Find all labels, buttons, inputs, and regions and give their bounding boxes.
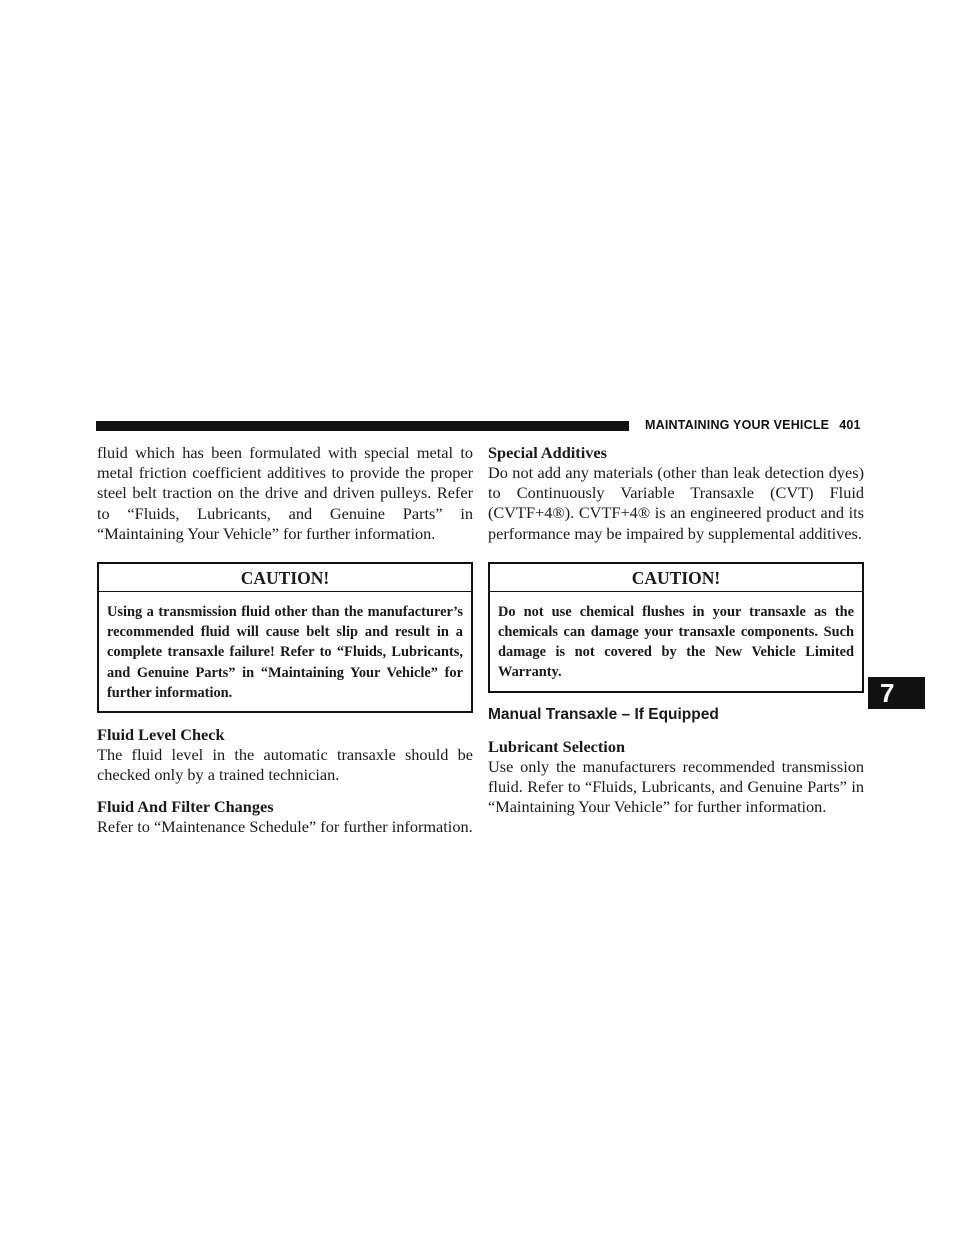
manual-transaxle-heading: Manual Transaxle – If Equipped	[488, 705, 719, 723]
right-column	[488, 443, 864, 817]
intro-paragraph: fluid which has been formulated with special metal to metal friction coefficient additives to provide the proper steel belt traction on the drive and driven pulleys. Refer to “Fluids, Lubricants, and Genuine Parts” in “Maintaining Your Vehicle” for further information.	[97, 443, 473, 543]
left-column	[97, 443, 473, 838]
caution-box-left	[97, 562, 473, 713]
lubricant-selection-heading: Lubricant Selection	[488, 736, 626, 756]
lubricant-selection-text: Use only the manufacturers recommended transmission fluid. Refer to “Fluids, Lubricants, and Genuine Parts” in “Maintaining Your Vehicle” for further information.	[488, 756, 864, 817]
page-number: 401	[839, 418, 861, 432]
caution-title: CAUTION!	[99, 564, 471, 592]
header-section-title: MAINTAINING YOUR VEHICLE	[645, 418, 830, 432]
running-header	[645, 418, 875, 432]
special-additives-text: Do not add any materials (other than leak detection dyes) to Continuously Variable Transaxle (CVT) Fluid (CVTF+4®). CVTF+4® is an engineered product and its performance may be impaired by supplemental additives.	[488, 463, 864, 543]
caution-text: Using a transmission fluid other than the manufacturer’s recommended fluid will cause belt slip and result in a complete transaxle failure! Refer to “Fluids, Lubricants, and Genuine Parts” in “Maintaining Your Vehicle” for further information.	[107, 604, 463, 701]
caution-box-right	[488, 562, 864, 693]
chapter-tab: 7	[868, 677, 925, 709]
header-rule	[96, 421, 629, 431]
fluid-level-check-heading: Fluid Level Check	[97, 725, 225, 745]
special-additives-heading: Special Additives	[488, 443, 607, 462]
fluid-filter-changes-heading: Fluid And Filter Changes	[97, 797, 274, 817]
fluid-filter-changes-text: Refer to “Maintenance Schedule” for further information.	[97, 817, 473, 837]
fluid-level-check-text: The fluid level in the automatic transaxle should be checked only by a trained technician.	[97, 745, 473, 785]
caution-title: CAUTION!	[490, 564, 862, 592]
caution-text: Do not use chemical flushes in your transaxle as the chemicals can damage your transaxle components. Such damage is not covered by the New Vehicle Limited Warranty.	[498, 603, 854, 681]
